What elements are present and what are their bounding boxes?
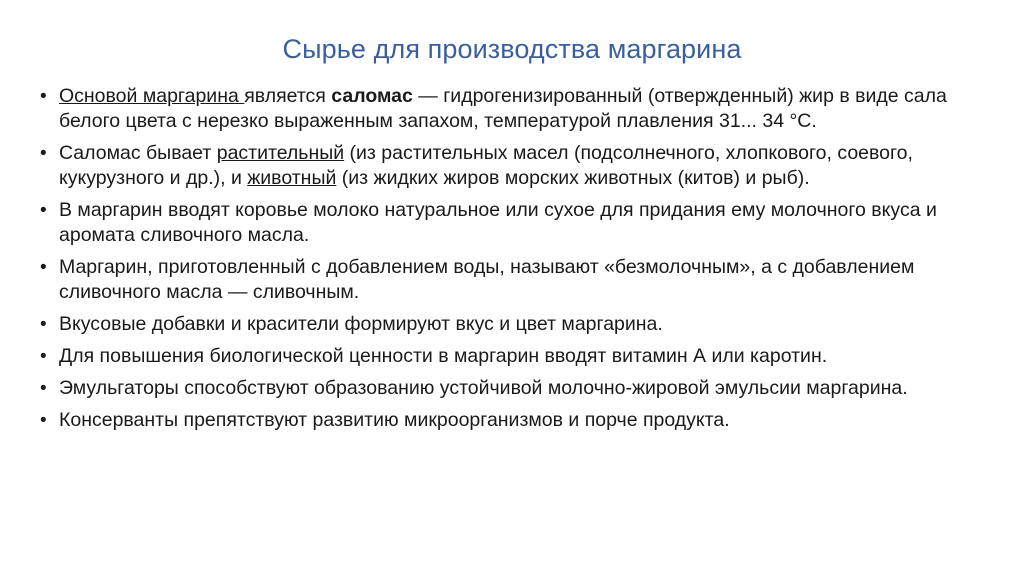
bullet-text: Саломас бывает [59, 142, 217, 164]
bullet-item [38, 141, 988, 191]
bullet-text: является [244, 85, 332, 107]
bullet-list [38, 84, 988, 440]
bullet-item [38, 312, 988, 337]
bullet-text: — гидрогенизированный (отвержденный) жир в виде сала белого цвета с нерезко выраженным запахом, температурой плавления 31... 34 °С. [59, 85, 947, 132]
bullet-text: Маргарин, приготовленный с добавлением воды, называют «безмолочным», а с добавлением сливочного масла — сливочным. [59, 256, 915, 303]
bullet-item [38, 198, 988, 248]
bullet-text: Эмульгаторы способствуют образованию устойчивой молочно-жировой эмульсии маргарина. [59, 377, 908, 399]
slide-title: Сырье для производства маргарина [282, 34, 742, 64]
bullet-text: Консерванты препятствуют развитию микроорганизмов и порче продукта. [59, 409, 730, 431]
bullet-text: (из жидких жиров морских животных (китов) и рыб). [336, 167, 810, 189]
bullet-text-underlined: Основой маргарина [59, 85, 245, 107]
bullet-text-bold: саломас [331, 85, 413, 107]
bullet-text: Для повышения биологической ценности в маргарин вводят витамин А или каротин. [59, 345, 828, 367]
bullet-item [38, 255, 988, 305]
bullet-text: (из растительных масел (подсолнечного, хлопкового, соевого, кукурузного и др.), и [59, 142, 913, 189]
bullet-item [38, 408, 988, 433]
bullet-text-underlined: животный [247, 167, 337, 189]
bullet-text: В маргарин вводят коровье молоко натуральное или сухое для придания ему молочного вкуса и аромата сливочного масла. [59, 199, 937, 246]
bullet-item [38, 344, 988, 369]
bullet-item [38, 84, 988, 134]
bullet-text: Вкусовые добавки и красители формируют вкус и цвет маргарина. [59, 313, 663, 335]
bullet-text-underlined: растительный [216, 142, 345, 164]
bullet-item [38, 376, 988, 401]
